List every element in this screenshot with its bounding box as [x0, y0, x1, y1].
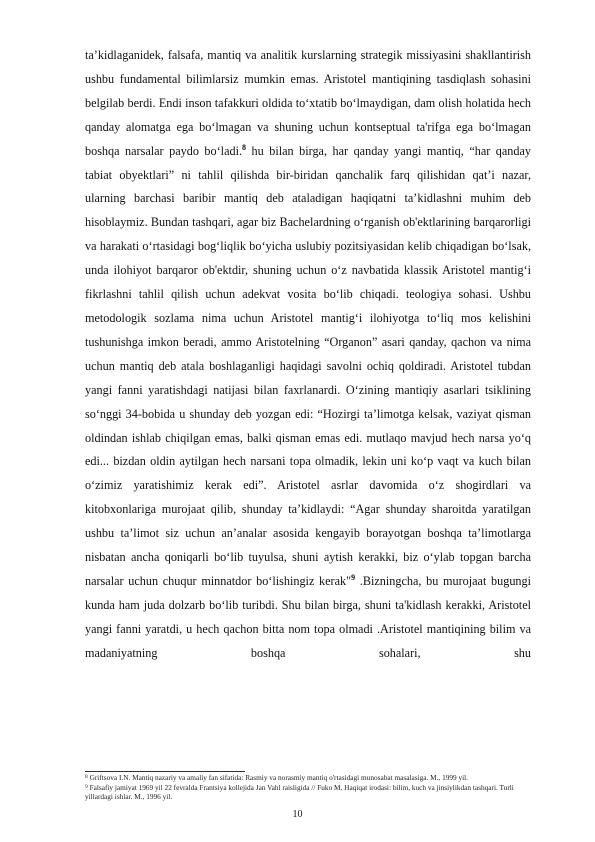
page-number: 10 — [292, 809, 303, 820]
footnote-number: 9 — [85, 783, 88, 790]
main-paragraph — [85, 44, 531, 666]
footnote-text: Falsafiy jamiyat 1969 yil 22 fevralda Frantsiya kollejida Jan Vahl raisligida // Fuko M. Haqiqat irodasi: bilim, kuch va jinsiylikdan tashqari. Turli yillardagi ishlar. M., 1996 yil. — [85, 782, 514, 802]
footnote-9 — [85, 783, 531, 802]
footnotes-section — [85, 773, 531, 802]
footnote-number: 8 — [85, 774, 88, 780]
footnote-ref-8[interactable]: 8 — [242, 142, 247, 152]
footnote-8 — [85, 773, 531, 782]
footnote-separator — [85, 771, 245, 772]
page-body — [85, 44, 531, 666]
paragraph-text-1: ta’kidlaganidek, falsafa, mantiq va analitik kurslarning strategik missiyasini shakllantirish ushbu fundamental bilimlarsiz mumkin emas. Aristotel mantiqining tasdiqlash sohasini belgilab berdi. Endi inson tafakkuri oldida to‘xtatib bo‘lmaydigan, dam olish holatida hech qanday alomatga ega bo‘lmagan va shuning uchun kontseptual ta'rifga ega bo‘lmagan boshqa narsalar paydo bo‘ladi. — [85, 48, 531, 158]
footnote-ref-9[interactable]: 9 — [351, 572, 356, 582]
paragraph-text-2: hu bilan birga, har qanday yangi mantiq, “har qanday tabiat obyektlari” ni tahlil qilishda bir-biridan qanchalik farq qilishidan qat’i nazar, ularning barchasi baribir mantiq deb ataladigan haqiqatni ta’kidlashni muhim deb hisoblaymiz. Bundan tashqari, agar biz Bachelardning o‘rganish ob'ektlarining barqarorligi va harakati o‘rtasidagi bog‘liqlik bo‘yicha uslubiy pozitsiyasidan kelib chiqadigan bo‘lsak, unda ilohiyot barqaror ob'ektdir, shuning uchun o‘z navbatida klassik Aristotel mantig‘i fikrlashni tahlil qilish uchun adekvat vosita bo‘lib chiqadi. teologiya sohasi. Ushbu metodologik sozlama nima uchun Aristotel mantig‘i ilohiyotga to‘liq mos kelishini tushunishga imkon beradi, ammo Aristotelning “Organon” asari qanday, qachon va nima uchun mantiq deb atala boshlaganligi haqidagi savolni ochiq qoldiradi. Aristotel tubdan yangi fanni yaratishdagi natijasi bilan faxrlanardi. O‘zining mantiqiy asarlari tsiklining so‘nggi 34-bobida u shunday deb yozgan edi: “Hozirgi ta’limotga kelsak, vaziyat qisman oldindan ishlab chiqilgan emas, balki qisman emas edi. mutlaqo mavjud hech narsa yo‘q edi... bizdan oldin aytilgan hech narsani topa olmadik, lekin uni ko‘p vaqt va kuch bilan o‘zimiz yaratishimiz kerak edi”. Aristotel asrlar davomida o‘z shogirdlari va kitobxonlariga murojaat qilib, shunday ta’kidlaydi: “Agar shunday sharoitda yaratilgan ushbu ta’limot siz uchun an’analar asosida kengayib borayotgan boshqa ta’limotlarga nisbatan ancha qoniqarli bo‘lib tuyulsa, shuni aytish kerakki, biz o‘ylab topgan barcha narsalar uchun chuqur minnatdor bo‘lishingiz kerak" — [85, 143, 531, 588]
footnote-text: Griftsova I.N. Mantiq nazariy va amaliy fan sifatida: Rasmiy va norasmiy mantiq o'rtasidagi munosabat masalasiga. M., 1999 yil. — [87, 773, 469, 782]
paragraph-text-3: .Bizningcha, bu murojaat bugungi kunda ham juda dolzarb bo‘lib turibdi. Shu bilan birga, shuni ta'kidlash kerakki, Aristotel yangi fanni yaratdi, u hech qachon bitta nom topa olmadi .Aristotel mantiqining bilim va madaniyatning boshqa sohalari, shu — [85, 573, 531, 660]
